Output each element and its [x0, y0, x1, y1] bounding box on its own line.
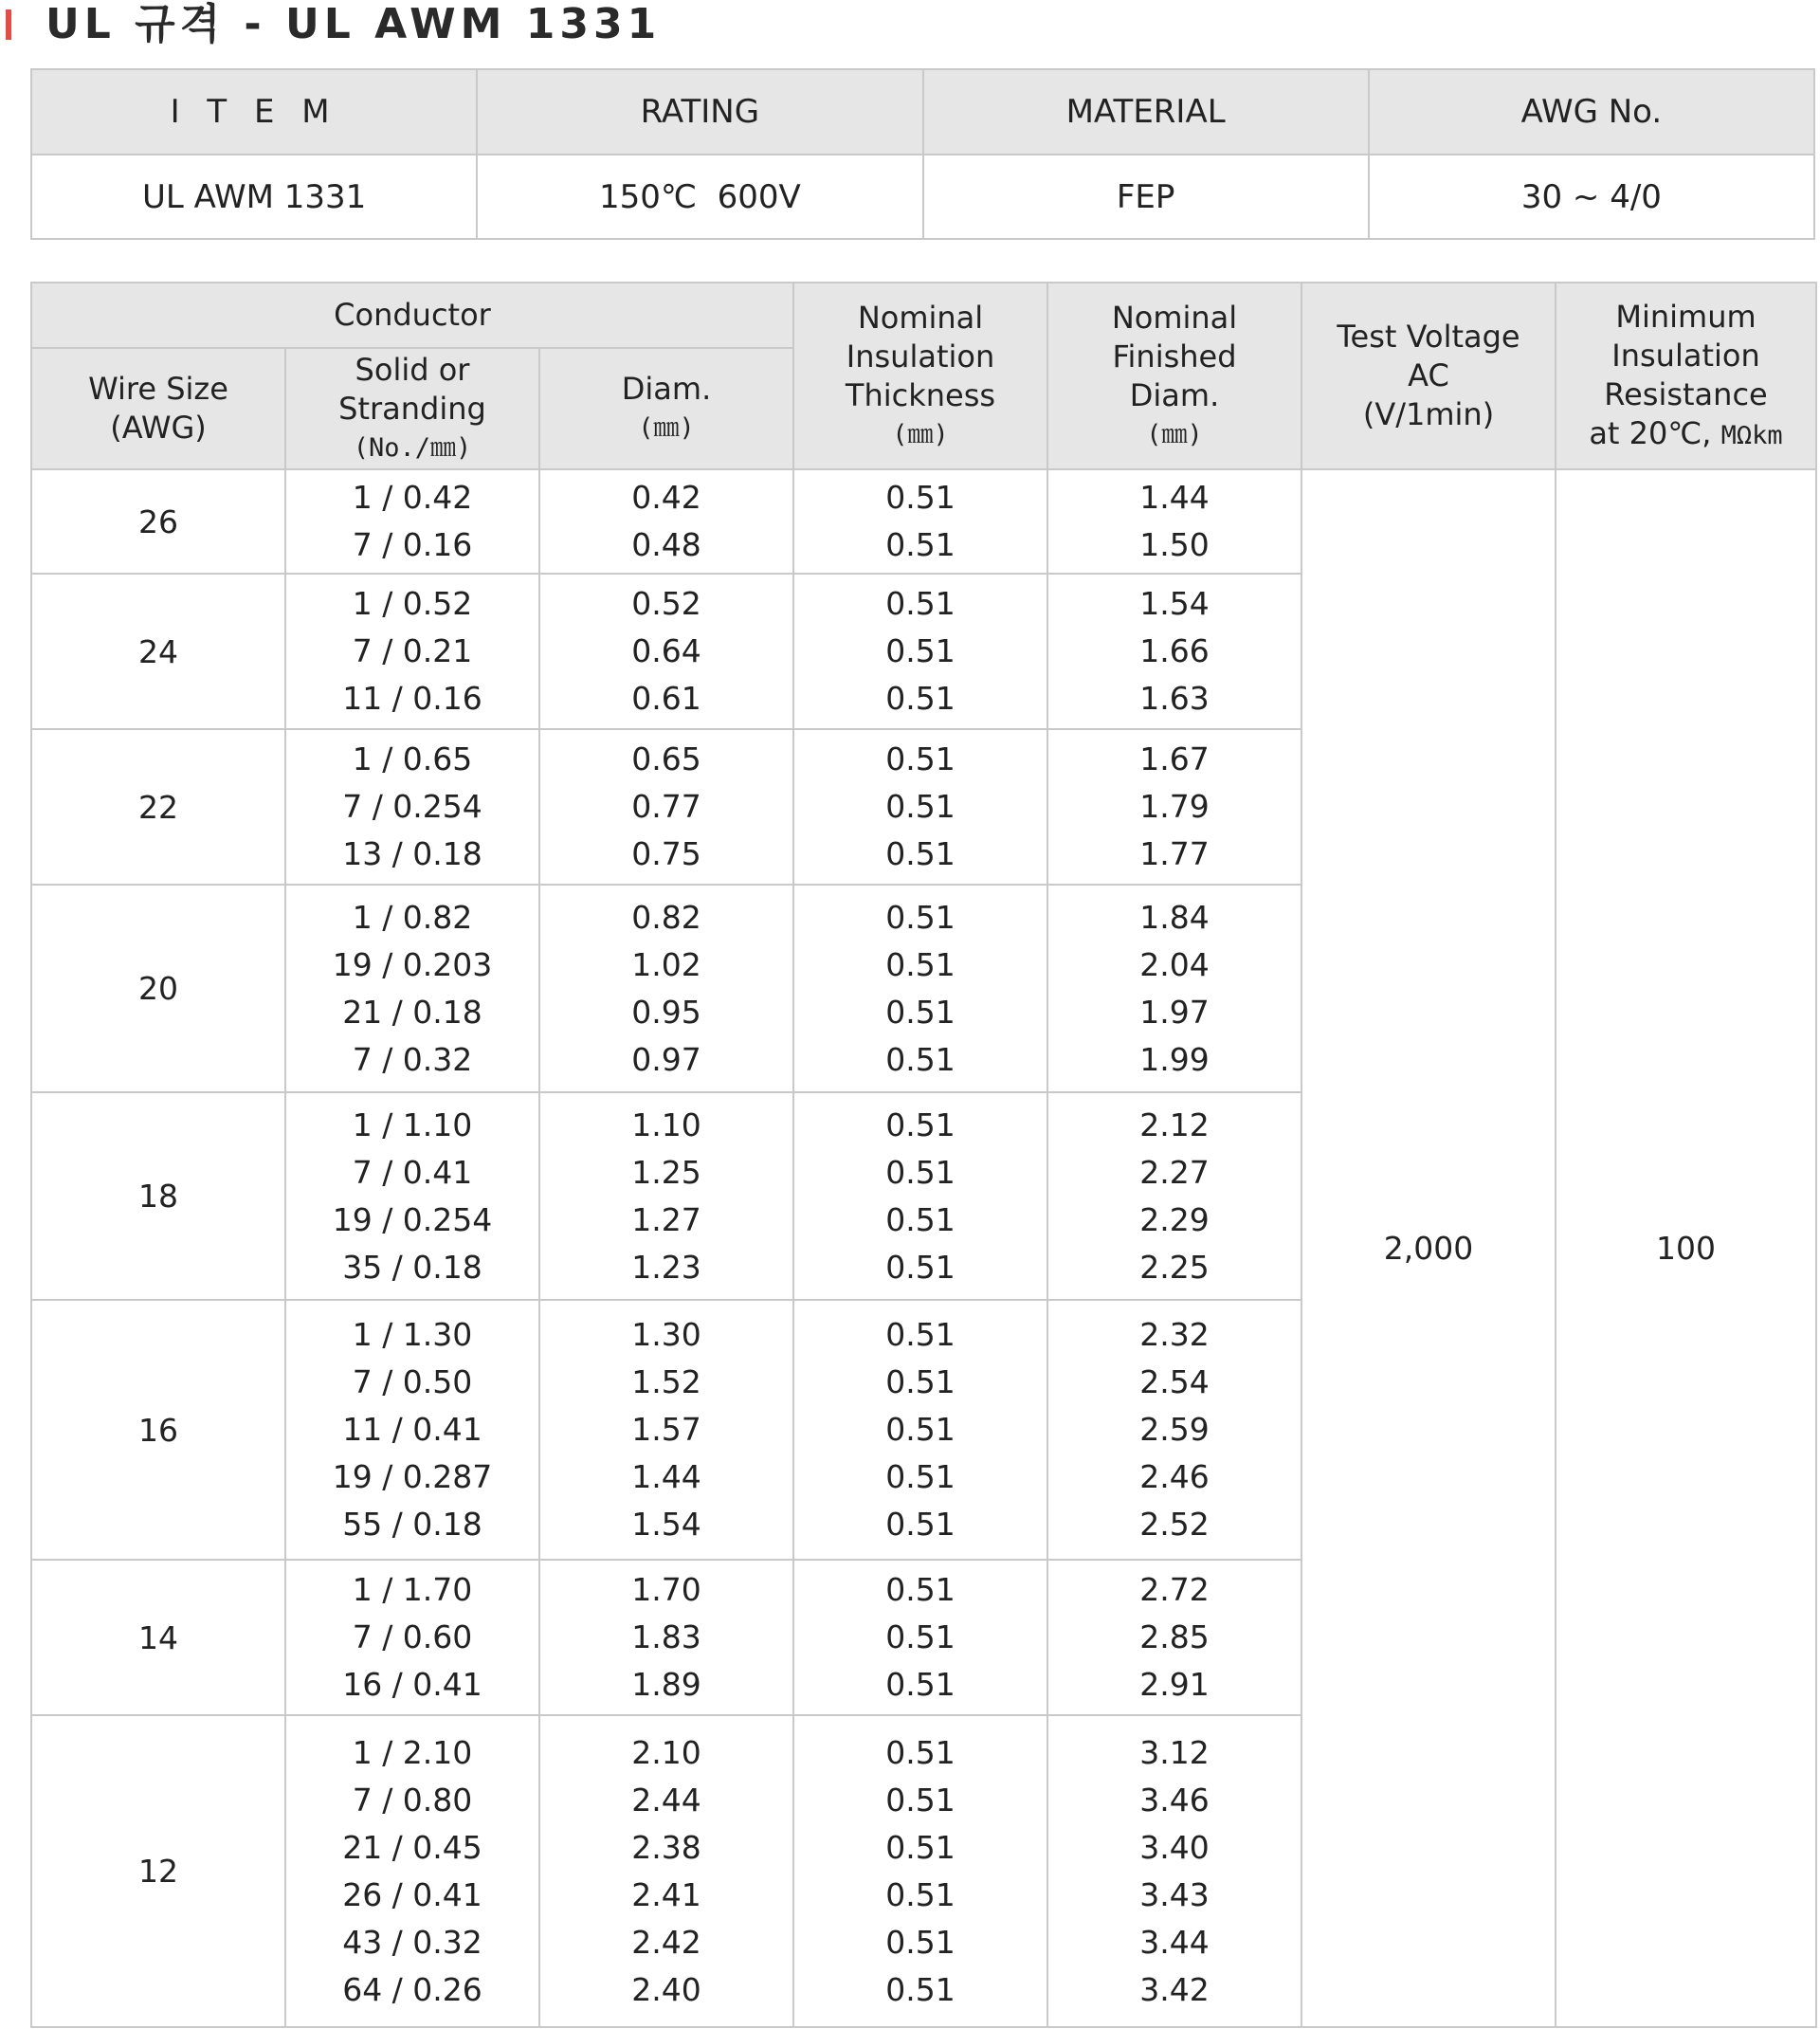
finished-diam-value: 2.54 — [1139, 1363, 1210, 1400]
insulation-value: 0.51 — [885, 1106, 956, 1143]
stranding-value: 55 / 0.18 — [342, 1506, 482, 1543]
insulation-value: 0.51 — [885, 898, 956, 936]
header-wire-size-line-2: (AWG) — [110, 410, 207, 446]
finished-diam-value: 1.79 — [1139, 788, 1210, 825]
diam-value: 0.65 — [631, 740, 701, 777]
wire-size-cell: 22 — [31, 729, 285, 885]
stranding-value: 1 / 0.82 — [352, 898, 473, 936]
diam-value: 0.42 — [631, 479, 701, 516]
title-accent-bar — [6, 9, 11, 40]
finished-diam-cell — [1047, 1092, 1301, 1300]
finished-diam-cell — [1047, 729, 1301, 885]
diam-value: 1.54 — [631, 1506, 701, 1543]
stranding-value: 64 / 0.26 — [342, 1970, 482, 2008]
wire-size-cell: 12 — [31, 1715, 285, 2027]
insulation-value: 0.51 — [885, 632, 956, 669]
insulation-cell — [793, 1560, 1047, 1715]
insulation-value: 0.51 — [885, 1618, 956, 1655]
diam-value: 2.40 — [631, 1970, 701, 2008]
diam-value: 2.38 — [631, 1828, 701, 1866]
insulation-cell — [793, 885, 1047, 1092]
insulation-value: 0.51 — [885, 1363, 956, 1400]
finished-diam-value: 3.43 — [1139, 1875, 1210, 1913]
finished-diam-value: 2.25 — [1139, 1248, 1210, 1286]
summary-header-row — [31, 69, 1814, 155]
spec-group-row — [31, 469, 1816, 574]
wire-size-cell: 18 — [31, 1092, 285, 1300]
insulation-value: 0.51 — [885, 1923, 956, 1961]
insulation-value: 0.51 — [885, 1458, 956, 1495]
insulation-value: 0.51 — [885, 680, 956, 717]
insulation-cell — [793, 469, 1047, 574]
insulation-value: 0.51 — [885, 1666, 956, 1703]
stranding-value: 7 / 0.41 — [352, 1153, 473, 1191]
header-finished-line-2: Diam. — [1129, 376, 1220, 413]
finished-diam-value: 2.59 — [1139, 1411, 1210, 1448]
finished-diam-value: 2.91 — [1139, 1666, 1210, 1703]
spec-table — [30, 282, 1817, 2028]
finished-diam-value: 1.99 — [1139, 1040, 1210, 1078]
stranding-cell — [285, 574, 539, 729]
finished-diam-value: 3.42 — [1139, 1970, 1210, 2008]
diam-value: 0.75 — [631, 835, 701, 872]
summary-value-material: FEP — [923, 155, 1369, 239]
insulation-cell — [793, 1092, 1047, 1300]
test-voltage-value: 2,000 — [1301, 469, 1556, 2027]
wire-size-cell: 14 — [31, 1560, 285, 1715]
diam-value: 0.77 — [631, 788, 701, 825]
header-resistance-temp: at 20℃, — [1589, 414, 1712, 451]
header-wire-size-line-1: Wire Size — [88, 371, 228, 407]
diam-value: 1.10 — [631, 1106, 701, 1143]
header-stranding-unit: (No./㎜) — [353, 432, 472, 463]
diam-value: 2.41 — [631, 1875, 701, 1913]
insulation-value: 0.51 — [885, 1970, 956, 2008]
header-insulation-unit: (㎜) — [892, 419, 949, 449]
diam-value: 1.02 — [631, 945, 701, 983]
finished-diam-value: 2.27 — [1139, 1153, 1210, 1191]
stranding-value: 7 / 0.80 — [352, 1781, 473, 1819]
header-insulation-line-3: Thickness — [845, 376, 996, 413]
stranding-value: 16 / 0.41 — [342, 1666, 482, 1703]
stranding-value: 1 / 1.30 — [352, 1316, 473, 1353]
diam-value: 2.44 — [631, 1781, 701, 1819]
header-stranding — [285, 348, 539, 469]
stranding-cell — [285, 1092, 539, 1300]
diam-value: 1.70 — [631, 1571, 701, 1608]
header-insulation-line-2: Insulation — [846, 338, 995, 375]
stranding-value: 21 / 0.18 — [342, 993, 482, 1031]
header-finished-unit: (㎜) — [1146, 419, 1203, 449]
diam-value: 0.48 — [631, 526, 701, 563]
summary-header-item: I T E M — [31, 69, 477, 155]
insulation-value: 0.51 — [885, 1571, 956, 1608]
finished-diam-value: 1.63 — [1139, 680, 1210, 717]
header-finished-line-1: Nominal Finished — [1111, 299, 1238, 375]
summary-value-row — [31, 155, 1814, 239]
diam-value: 1.30 — [631, 1316, 701, 1353]
stranding-value: 1 / 0.65 — [352, 740, 473, 777]
stranding-value: 11 / 0.41 — [342, 1411, 482, 1448]
stranding-value: 1 / 1.70 — [352, 1571, 473, 1608]
diam-value: 1.25 — [631, 1153, 701, 1191]
insulation-value: 0.51 — [885, 1875, 956, 1913]
header-resistance-line-3: Resistance — [1604, 375, 1768, 412]
insulation-value: 0.51 — [885, 1200, 956, 1238]
insulation-value: 0.51 — [885, 479, 956, 516]
diam-cell — [539, 574, 793, 729]
finished-diam-value: 1.54 — [1139, 585, 1210, 622]
stranding-value: 19 / 0.203 — [332, 945, 493, 983]
stranding-cell — [285, 1715, 539, 2027]
insulation-value: 0.51 — [885, 1733, 956, 1771]
stranding-value: 1 / 0.42 — [352, 479, 473, 516]
summary-header-material: MATERIAL — [923, 69, 1369, 155]
stranding-value: 21 / 0.45 — [342, 1828, 482, 1866]
wire-size-cell: 24 — [31, 574, 285, 729]
wire-size-cell: 20 — [31, 885, 285, 1092]
stranding-value: 1 / 2.10 — [352, 1733, 473, 1771]
title-bar — [0, 0, 948, 49]
finished-diam-value: 3.12 — [1139, 1733, 1210, 1771]
insulation-value: 0.51 — [885, 740, 956, 777]
summary-table — [30, 68, 1815, 240]
header-test-voltage — [1301, 283, 1556, 469]
header-diam — [539, 348, 793, 469]
diam-value: 1.27 — [631, 1200, 701, 1238]
insulation-value: 0.51 — [885, 1506, 956, 1543]
stranding-value: 7 / 0.50 — [352, 1363, 473, 1400]
insulation-cell — [793, 1715, 1047, 2027]
header-resistance-line-4 — [1556, 414, 1815, 455]
diam-value: 1.44 — [631, 1458, 701, 1495]
finished-diam-value: 1.50 — [1139, 526, 1210, 563]
insulation-cell — [793, 1300, 1047, 1560]
finished-diam-value: 2.52 — [1139, 1506, 1210, 1543]
diam-value: 0.97 — [631, 1040, 701, 1078]
diam-value: 1.23 — [631, 1248, 701, 1286]
diam-value: 1.57 — [631, 1411, 701, 1448]
diam-value: 1.89 — [631, 1666, 701, 1703]
header-voltage-line-1: Test Voltage — [1337, 319, 1520, 355]
finished-diam-value: 2.04 — [1139, 945, 1210, 983]
diam-value: 1.52 — [631, 1363, 701, 1400]
diam-value: 0.52 — [631, 585, 701, 622]
insulation-value: 0.51 — [885, 945, 956, 983]
finished-diam-value: 1.44 — [1139, 479, 1210, 516]
insulation-cell — [793, 729, 1047, 885]
header-wire-size — [31, 348, 285, 469]
diam-cell — [539, 1300, 793, 1560]
finished-diam-value: 1.84 — [1139, 898, 1210, 936]
insulation-value: 0.51 — [885, 1040, 956, 1078]
insulation-value: 0.51 — [885, 1316, 956, 1353]
summary-header-awg: AWG No. — [1369, 69, 1814, 155]
insulation-value: 0.51 — [885, 585, 956, 622]
stranding-cell — [285, 885, 539, 1092]
finished-diam-cell — [1047, 1715, 1301, 2027]
stranding-value: 43 / 0.32 — [342, 1923, 482, 1961]
finished-diam-value: 1.67 — [1139, 740, 1210, 777]
diam-cell — [539, 469, 793, 574]
stranding-value: 7 / 0.16 — [352, 526, 473, 563]
header-insulation-line-1: Nominal — [857, 299, 984, 336]
finished-diam-cell — [1047, 574, 1301, 729]
insulation-value: 0.51 — [885, 993, 956, 1031]
header-conductor: Conductor — [31, 283, 793, 348]
stranding-value: 1 / 0.52 — [352, 585, 473, 622]
stranding-value: 1 / 1.10 — [352, 1106, 473, 1143]
wire-size-cell: 26 — [31, 469, 285, 574]
stranding-cell — [285, 469, 539, 574]
summary-header-rating: RATING — [477, 69, 922, 155]
stranding-value: 7 / 0.254 — [342, 788, 482, 825]
header-stranding-line-1: Solid or Stranding — [338, 351, 486, 427]
stranding-cell — [285, 1560, 539, 1715]
header-diam-line-1: Diam. — [621, 371, 712, 407]
header-diam-unit: (㎜) — [638, 413, 695, 443]
stranding-value: 35 / 0.18 — [342, 1248, 482, 1286]
finished-diam-value: 2.32 — [1139, 1316, 1210, 1353]
stranding-value: 11 / 0.16 — [342, 680, 482, 717]
summary-value-item: UL AWM 1331 — [31, 155, 477, 239]
header-resistance-line-1: Minimum — [1615, 298, 1756, 335]
insulation-value: 0.51 — [885, 1781, 956, 1819]
finished-diam-value: 1.77 — [1139, 835, 1210, 872]
diam-value: 0.64 — [631, 632, 701, 669]
diam-value: 0.61 — [631, 680, 701, 717]
finished-diam-value: 1.97 — [1139, 993, 1210, 1031]
header-finished-diam — [1047, 283, 1301, 469]
stranding-value: 7 / 0.60 — [352, 1618, 473, 1655]
stranding-value: 19 / 0.254 — [332, 1200, 493, 1238]
diam-value: 2.10 — [631, 1733, 701, 1771]
diam-cell — [539, 1560, 793, 1715]
insulation-cell — [793, 574, 1047, 729]
finished-diam-value: 2.46 — [1139, 1458, 1210, 1495]
diam-value: 1.83 — [631, 1618, 701, 1655]
stranding-cell — [285, 1300, 539, 1560]
insulation-value: 0.51 — [885, 835, 956, 872]
header-resistance-line-2: Insulation — [1611, 337, 1760, 374]
header-voltage-line-2: AC — [1408, 357, 1449, 393]
finished-diam-cell — [1047, 1560, 1301, 1715]
min-resistance-value: 100 — [1556, 469, 1816, 2027]
insulation-value: 0.51 — [885, 1828, 956, 1866]
diam-value: 0.95 — [631, 993, 701, 1031]
finished-diam-value: 2.12 — [1139, 1106, 1210, 1143]
diam-value: 0.82 — [631, 898, 701, 936]
diam-cell — [539, 729, 793, 885]
finished-diam-value: 3.40 — [1139, 1828, 1210, 1866]
finished-diam-value: 3.46 — [1139, 1781, 1210, 1819]
header-resistance-unit: MΩkm — [1720, 420, 1783, 450]
spec-table-body — [31, 469, 1816, 2027]
insulation-value: 0.51 — [885, 1153, 956, 1191]
finished-diam-value: 2.29 — [1139, 1200, 1210, 1238]
diam-cell — [539, 885, 793, 1092]
finished-diam-cell — [1047, 469, 1301, 574]
summary-value-rating: 150℃ 600V — [477, 155, 922, 239]
stranding-cell — [285, 729, 539, 885]
finished-diam-value: 1.66 — [1139, 632, 1210, 669]
wire-size-cell: 16 — [31, 1300, 285, 1560]
header-voltage-line-3: (V/1min) — [1362, 396, 1495, 432]
header-min-resistance — [1556, 283, 1816, 469]
diam-cell — [539, 1092, 793, 1300]
page-title: UL 규격 - UL AWM 1331 — [46, 0, 662, 48]
stranding-value: 7 / 0.21 — [352, 632, 473, 669]
stranding-value: 13 / 0.18 — [342, 835, 482, 872]
insulation-value: 0.51 — [885, 526, 956, 563]
finished-diam-cell — [1047, 1300, 1301, 1560]
header-insulation-thickness — [793, 283, 1047, 469]
finished-diam-value: 3.44 — [1139, 1923, 1210, 1961]
finished-diam-cell — [1047, 885, 1301, 1092]
spec-header-row-1 — [31, 283, 1816, 348]
finished-diam-value: 2.72 — [1139, 1571, 1210, 1608]
diam-cell — [539, 1715, 793, 2027]
stranding-value: 7 / 0.32 — [352, 1040, 473, 1078]
finished-diam-value: 2.85 — [1139, 1618, 1210, 1655]
insulation-value: 0.51 — [885, 1248, 956, 1286]
summary-value-awg: 30 ~ 4/0 — [1369, 155, 1814, 239]
insulation-value: 0.51 — [885, 1411, 956, 1448]
stranding-value: 19 / 0.287 — [332, 1458, 493, 1495]
stranding-value: 26 / 0.41 — [342, 1875, 482, 1913]
diam-value: 2.42 — [631, 1923, 701, 1961]
insulation-value: 0.51 — [885, 788, 956, 825]
